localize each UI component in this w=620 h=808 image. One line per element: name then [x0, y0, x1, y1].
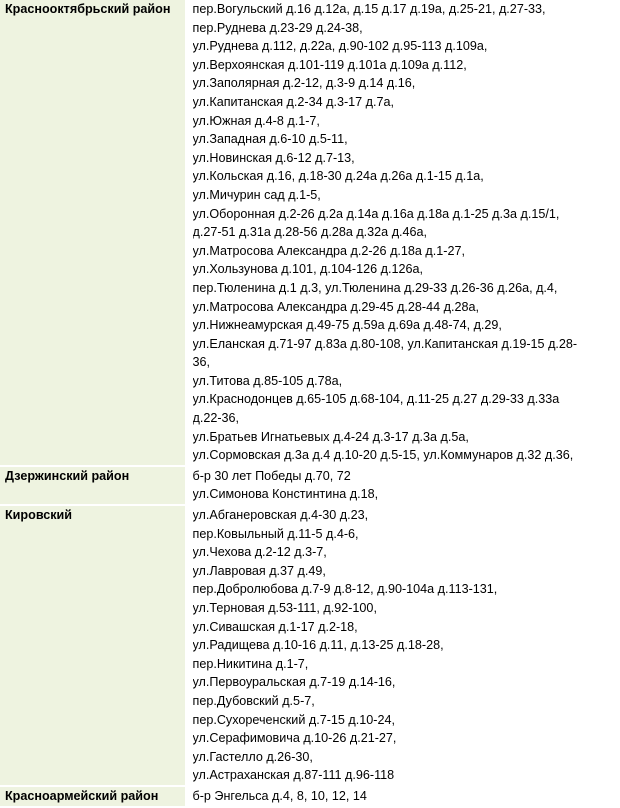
address-line: пер.Тюленина д.1 д.3, ул.Тюленина д.29-33 д.26-36 д.26а, д.4, [193, 279, 620, 298]
addresses-cell [186, 0, 620, 466]
address-line: пер.Сухореченский д.7-15 д.10-24, [193, 711, 620, 730]
address-line: ул.Матросова Александра д.2-26 д.18а д.1-27, [193, 242, 620, 261]
address-line: ул.Краснодонцев д.65-105 д.68-104, д.11-25 д.27 д.29-33 д.33а [193, 390, 620, 409]
address-line: ул.Матросова Александра д.29-45 д.28-44 д.28а, [193, 298, 620, 317]
address-line: ул.Капитанская д.2-34 д.3-17 д.7а, [193, 93, 620, 112]
address-line: пер.Руднева д.23-29 д.24-38, [193, 19, 620, 38]
district-name: Дзержинский район [0, 467, 185, 486]
address-line: пер.Вогульский д.16 д.12а, д.15 д.17 д.19а, д.25-21, д.27-33, [193, 0, 620, 19]
district-name-cell [0, 505, 186, 786]
address-line: пер.Никитина д.1-7, [193, 655, 620, 674]
addresses-cell [186, 786, 620, 807]
address-line: ул.Верхоянская д.101-119 д.101а д.109а д.112, [193, 56, 620, 75]
district-name-cell [0, 466, 186, 505]
address-line: ул.Оборонная д.2-26 д.2а д.14а д.16а д.18а д.1-25 д.3а д.15/1, [193, 205, 620, 224]
address-line: д.22-36, [193, 409, 620, 428]
address-line: ул.Серафимовича д.10-26 д.21-27, [193, 729, 620, 748]
address-line: пер.Ковыльный д.11-5 д.4-6, [193, 525, 620, 544]
address-line: ул.Новинская д.6-12 д.7-13, [193, 149, 620, 168]
address-line: ул.Мичурин сад д.1-5, [193, 186, 620, 205]
address-line: 36, [193, 353, 620, 372]
address-line: ул.Первоуральская д.7-19 д.14-16, [193, 673, 620, 692]
address-line: ул.Симонова Констинтина д.18, [193, 485, 620, 504]
address-line: ул.Гастелло д.26-30, [193, 748, 620, 767]
address-line: ул.Чехова д.2-12 д.3-7, [193, 543, 620, 562]
address-line: ул.Еланская д.71-97 д.83а д.80-108, ул.Капитанская д.19-15 д.28- [193, 335, 620, 354]
district-row [0, 466, 620, 505]
address-line: ул.Руднева д.112, д.22а, д.90-102 д.95-113 д.109а, [193, 37, 620, 56]
district-row [0, 786, 620, 807]
address-line: ул.Братьев Игнатьевых д.4-24 д.3-17 д.3а д.5а, [193, 428, 620, 447]
address-line: ул.Лавровая д.37 д.49, [193, 562, 620, 581]
address-line: д.27-51 д.31а д.28-56 д.28а д.32а д.46а, [193, 223, 620, 242]
address-line: ул.Абганеровская д.4-30 д.23, [193, 506, 620, 525]
address-line: пер.Дубовский д.5-7, [193, 692, 620, 711]
district-name-cell [0, 786, 186, 807]
address-line: б-р 30 лет Победы д.70, 72 [193, 467, 620, 486]
district-row [0, 505, 620, 786]
address-line: ул.Заполярная д.2-12, д.3-9 д.14 д.16, [193, 74, 620, 93]
address-line: ул.Сормовская д.3а д.4 д.10-20 д.5-15, ул.Коммунаров д.32 д.36, [193, 446, 620, 465]
address-line: ул.Терновая д.53-111, д.92-100, [193, 599, 620, 618]
address-line: пер.Добролюбова д.7-9 д.8-12, д.90-104а д.113-131, [193, 580, 620, 599]
address-line: ул.Кольская д.16, д.18-30 д.24а д.26а д.1-15 д.1а, [193, 167, 620, 186]
address-line: ул.Нижнеамурская д.49-75 д.59а д.69а д.48-74, д.29, [193, 316, 620, 335]
address-line: ул.Южная д.4-8 д.1-7, [193, 112, 620, 131]
district-name: Кировский [0, 506, 185, 525]
district-name: Краснооктябрьский район [0, 0, 185, 19]
addresses-cell [186, 466, 620, 505]
addresses-cell [186, 505, 620, 786]
address-line: ул.Астраханская д.87-111 д.96-118 [193, 766, 620, 785]
address-line: ул.Сивашская д.1-17 д.2-18, [193, 618, 620, 637]
address-line: ул.Хользунова д.101, д.104-126 д.126а, [193, 260, 620, 279]
address-line: б-р Энгельса д.4, 8, 10, 12, 14 [193, 787, 620, 806]
district-name-cell [0, 0, 186, 466]
address-line: ул.Западная д.6-10 д.5-11, [193, 130, 620, 149]
address-line: ул.Титова д.85-105 д.78а, [193, 372, 620, 391]
district-name: Красноармейский район [0, 787, 185, 806]
address-line: ул.Радищева д.10-16 д.11, д.13-25 д.18-28, [193, 636, 620, 655]
